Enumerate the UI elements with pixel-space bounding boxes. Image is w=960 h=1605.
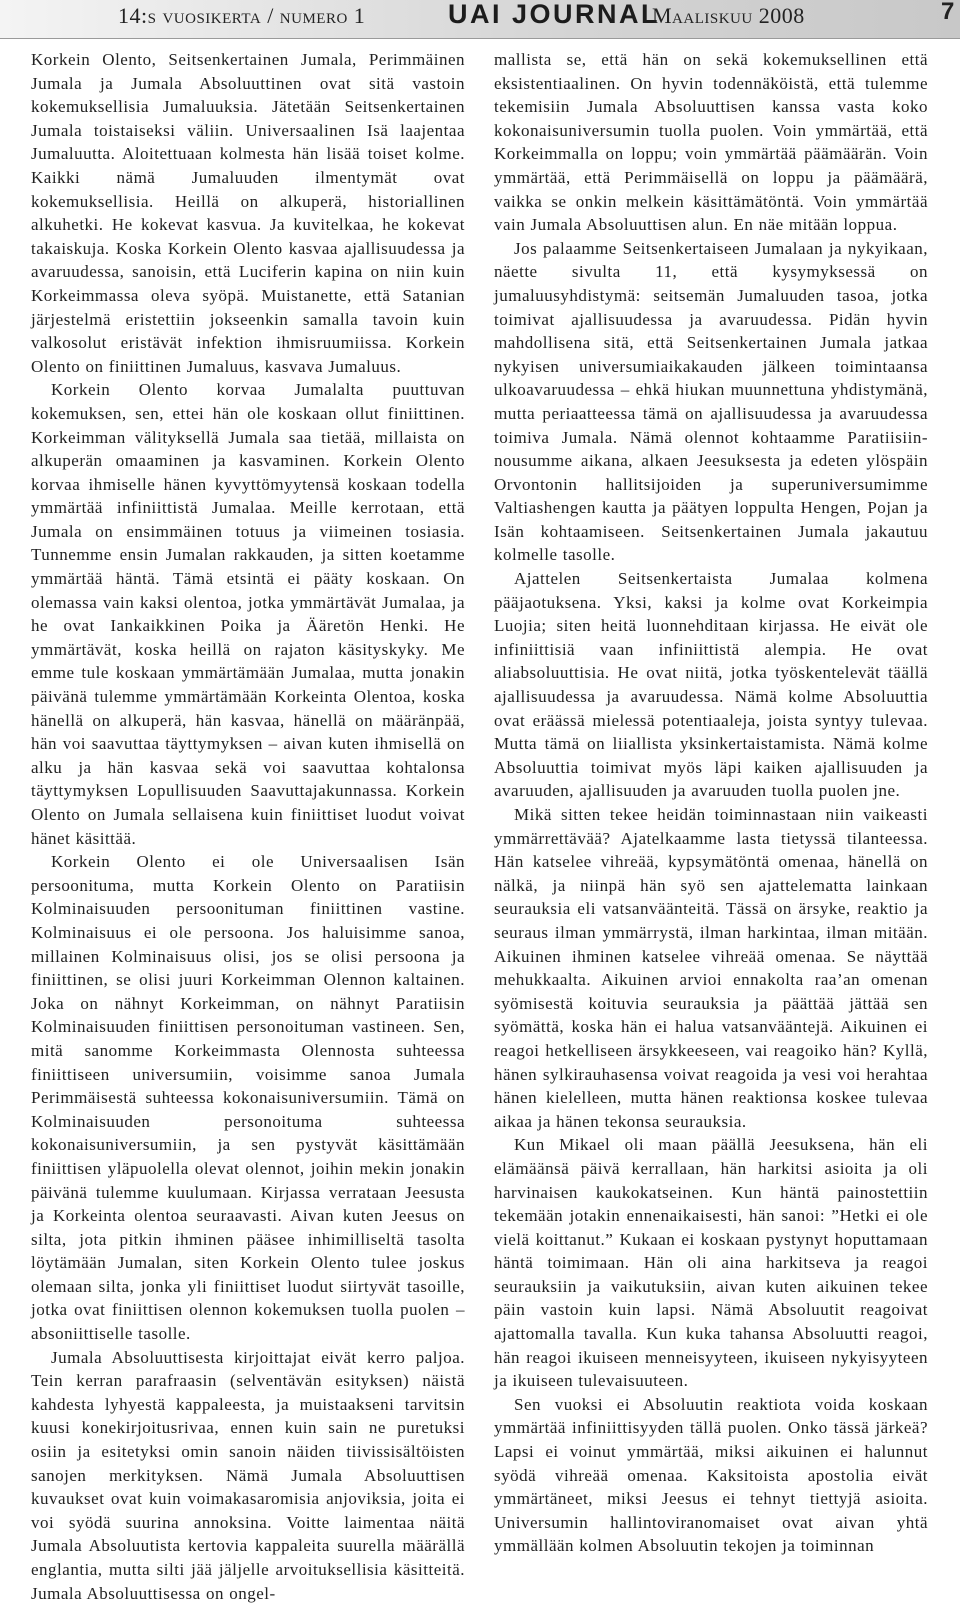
- paragraph: Jos palaamme Seitsenkertaiseen Jumalaan ja nykyikaan, näette sivulta 11, että kysymyksessä on jumaluusyhdistymä: seitsemän Jumaluuden tasoa, jotka toimivat ajallisuudessa ja avaruudessa. Pidän hyvin mahdollisena sitä, että Seitsenkertainen Jumala jatkaa nykyisen universumiaikakauden jälkeen toimintaansa ulkoavaruudessa – ehkä hiukan muunnettuna yhdistymänä, mutta periaatteessa tämä on ajallisuudessa ja avaruudessa toimiva Jumala. Nämä olennot kohtaamme Paratiisiin-nousumme aikana, alkaen Jeesuksesta ja edeten ylöspäin Orvontonin hallitsijoiden ja superuniversumimme Valtiashengen kautta ja päätyen loppulta Hengen, Pojan ja Isän kohtaamiseen. Seitsenkertainen Jumala jakautuu kolmelle tasolle.: [494, 238, 928, 565]
- issue-date: Maaliskuu 2008: [652, 3, 805, 28]
- issue-label: [118, 3, 365, 29]
- page-number: 7: [941, 0, 955, 25]
- paragraph: Kun Mikael oli maan päällä Jeesuksena, hän eli elämäänsä päivä kerrallaan, hän harkitsi asioita ja oli harvinaisen kaukokatseinen. Kun häntä painostettiin tekemään jotakin ennenaikaisesti, hän sanoi: ”Hetki ei ole vielä koittanut.” Kukaan ei koskaan pystynyt hoputtamaan häntä toimimaan. Hän oli aina harkitseva ja reagoi seurauksiin ja vaikutuksiin, aivan kuten aikuinen tekee päin vastoin kuin lapsi. Nämä Absoluutit reagoivat ajattomalla tavalla. Kun kuka tahansa Absoluutti reagoi, hän reagoi ikuiseen menneisyyteen, ikuiseen nykyisyyteen ja ikuiseen tulevaisuuteen.: [494, 1135, 928, 1391]
- issue-text: s vuosikerta / numero 1: [147, 3, 366, 28]
- journal-title: UAI JOURNAL: [448, 0, 661, 29]
- paragraph: Korkein Olento, Seitsenkertainen Jumala, Perimmäinen Jumala ja Jumala Absoluuttinen ovat sitä vastoin kokemuksellisia Jumaluuksia. Jätetään Seitsenkertainen Jumala toistaiseksi väliin. Universaalinen Isä laajentaa Jumaluutta. Aloitettuaan kolmesta hän lisää toiset kolme. Kaikki nämä Jumaluuden ilmentymät ovat kokemuksellisia. Heillä on alkuperä, historiallinen alkuhetki. He kokevat kasvua. Ja kuvitelkaa, he kokevat takaiskuja. Koska Korkein Olento kasvaa ajallisuudessa ja avaruudessa, sanoisin, että Luciferin kapina on niin kuin Korkeimmassa oleva syöpä. Muistanette, että Satanian järjestelmä eristettiin jokseenkin samalla tavoin kuin valkosolut eristävät infektion ihmisruumiissa. Korkein Olento on finiittinen Jumaluus, kasvava Jumaluus.: [31, 50, 465, 376]
- issue-number: 14:: [118, 3, 148, 28]
- paragraph: Jumala Absoluuttisesta kirjoittajat eivät kerro paljoa. Tein kerran parafraasin (selventävän esityksen) näistä kahdesta lyhyestä kappaleesta, ja muistaakseni tarvitsin kuusi konekirjoitusrivaa, ennen kuin sain ne puretuksi osiin ja esitetyksi omin sanoin näiden tiivissisältöisten sanojen merkityksen. Nämä Jumala Absoluuttisen kuvaukset ovat kuin voimakasaromisia anjoviksia, joita ei voi syödä suurina annoksina. Voitte laimentaa näitä Jumala Absoluutista kertovia kappaleita suurella määrällä englantia, mutta silti jää jäljelle arvoituksellisia käsitteitä. Jumala Absoluuttisessa on ongel-: [31, 1347, 465, 1603]
- paragraph: Korkein Olento ei ole Universaalisen Isän persoonituma, mutta Korkein Olento on Paratiisin Kolminaisuuden persoonituman finiittinen vastine. Kolminaisuus ei ole persoona. Jos haluisimme sanoa, millainen Kolminaisuus olisi, jos se olisi persoona ja finiittinen, se olisi juuri Korkeimman Olennon kaltainen. Joka on nähnyt Korkeimman, on nähnyt Paratiisin Kolminaisuuden finiittisen personoituman vastineen. Sen, mitä sanomme Korkeimmasta Olennosta suhteessa finiittiseen universumiin, voisimme sanoa Jumala Perimmäisestä suhteessa kokonaisuniversumiin. Tämä on Kolminaisuuden personoituma suhteessa kokonaisuniversumiin, ja sen pystyvät käsittämään finiittisen yläpuolella olevat olennot, joihin mekin jonakin päivänä tulemme kuulumaan. Kirjassa verrataan Jeesusta ja Korkeinta olentoa seuraavasti. Aivan kuten Jeesus on silta, jota pitkin ihminen pääsee inhimilliseltä tasolta löytämään Jumalan, siten Korkein Olento tulee joskus olemaan silta, jonka yli finiittiset luodut siirtyvät tasoille, jotka ovat finiittisen olennon kokemuksen tuolla puolen – absoniittiselle tasolle.: [31, 852, 465, 1344]
- right-column: [494, 48, 928, 1558]
- paragraph: Korkein Olento korvaa Jumalalta puuttuvan kokemuksen, sen, ettei hän ole koskaan ollut finiittinen. Korkeimman välityksellä Jumala saa tietää, millaista on alkuperän omaaminen ja kasvaminen. Korkein Olento korvaa ihmiselle hänen kyvyttömyytensä koskaan todella ymmärtää infiniittistä Jumalaa. Meille kerrotaan, että Jumala on ensimmäinen totuus ja viimeinen tosiasia. Tunnemme ensin Jumalan rakkauden, ja sitten koetamme ymmärtää häntä. Tämä etsintä ei pääty koskaan. On olemassa vain kaksi olentoa, jotka ymmärtävät Jumalaa, ja he ovat Iankaikkinen Poika ja Ääretön Henki. He ymmärtävät, koska heillä on rajaton käsityskyky. Me emme tule koskaan ymmärtämään Jumalaa, mutta jonakin päivänä tulemme ymmärtämään Korkeinta Olentoa, koska hänellä on alkuperä, hän kasvaa, hänellä on määränpää, hän voi saavuttaa täyttymyksen – aivan kuten ihmisellä on alku ja hän kasvaa sekä voi saavuttaa kohtalonsa täyttymyksen Lopullisuuden Saavuttajakunnassa. Korkein Olento on Jumala sellaisena kuin finiittiset luodut voivat hänet käsittää.: [31, 380, 465, 848]
- paragraph: Sen vuoksi ei Absoluutin reaktiota voida koskaan ymmärtää infiniittisyyden tällä puolen. Onko tässä järkeä? Lapsi ei voinut ymmärtää, miksi aikuinen ei halunnut syödä vihreää omenaa. Kaksitoista apostolia eivät ymmärtäneet, miksi Jeesus ei tehnyt tiettyjä asioita. Universumin hallintoviranomaiset ovat aivan yhtä ymmällään kolmen Absoluutin tekojen ja toiminnan: [494, 1394, 928, 1556]
- paragraph: mallista se, että hän on sekä kokemuksellinen että eksistentiaalinen. On hyvin todennäköistä, että tulemme tekemisiin Jumala Absoluuttisen kanssa vasta koko kokonaisuniversumin tuolla puolen. Voin ymmärtää, että Korkeimmalla on loppu; voin ymmärtää päämäärän. Voin ymmärtää, että Perimmäisellä on loppu ja päämäärä, vaikka se onkin melkein käsittämätöntä. Voin ymmärtää vain Jumala Absoluuttisen alun. En näe mitään loppua.: [494, 50, 928, 235]
- paragraph: Ajattelen Seitsenkertaista Jumalaa kolmena pääjaotuksena. Yksi, kaksi ja kolme ovat Korkeimpia Luojia; siten heitä luonnehditaan kirjassa. He eivät ole infiniittisiä vaan infiniittistä alempia. He ovat aliabsoluuttisia. He ovat niitä, jotka työskentelevät täällä ajallisuudessa ja avaruudessa. Nämä kolme Absoluuttia ovat eräässä mielessä potentiaaleja, joista syntyy tulevaa. Mutta tämä on liiallista yksinkertaistamista. Nämä kolme Absoluuttia toimivat myös läpi kaiken ajallisuuden ja avaruuden, ajallisuuden ja avaruuden tuolla puolen jne.: [494, 569, 928, 801]
- left-column: [31, 48, 465, 1605]
- running-header: [0, 0, 960, 39]
- paragraph: Mikä sitten tekee heidän toiminnastaan niin vaikeasti ymmärrettävää? Ajatelkaamme lasta tietyssä tilanteessa. Hän katselee vihreää, kypsymätöntä omenaa, hänellä on nälkä, ja niinpä hän syö sen ajattelematta lainkaan seurauksia eli vatsanväänteitä. Tässä on ärsyke, reaktio ja seuraus ilman ymmärrystä, ilman harkintaa, ilman mitään. Aikuinen ihminen katselee vihreää omenaa. Se näyttää mehukkaalta. Aikuinen arvioi ennakolta raa’an omenan syömisestä koituvia seurauksia ja päättää jättää sen syömättä, koska hän ei halua vatsanvääntejä. Aikuinen ei reagoi hetkelliseen ärsykkeeseen, vai reagoiko hän? Kyllä, hänen sylkirauhasensa voivat reagoida ja vesi voi herahtaa hänen kielelleen, mutta hänen reaktionsa koskee tulevaa aikaa ja hänen tekonsa seurauksia.: [494, 805, 928, 1131]
